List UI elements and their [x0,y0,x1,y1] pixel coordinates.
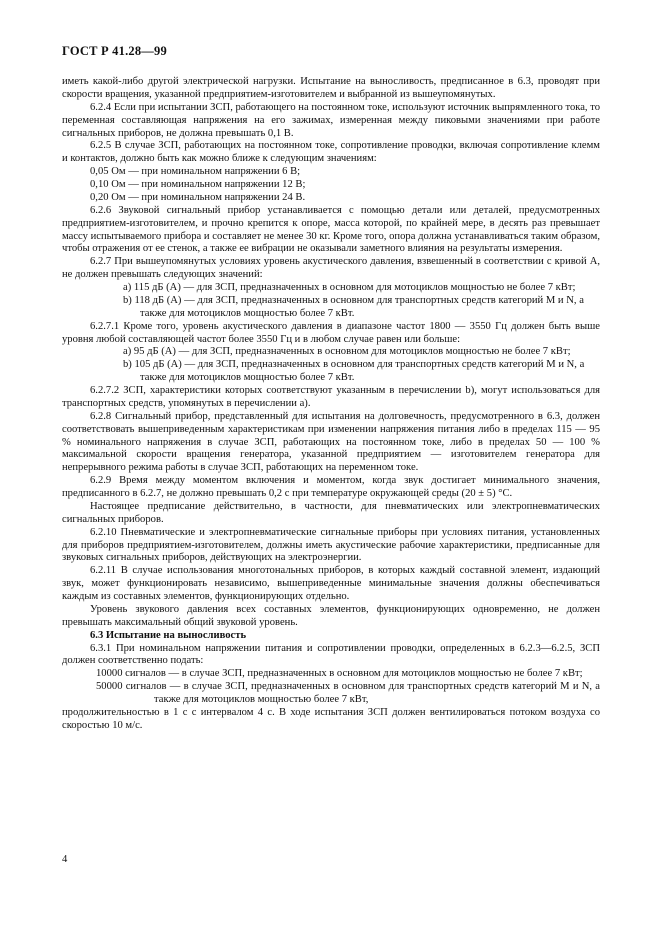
document-header: ГОСТ Р 41.28—99 [62,44,167,58]
paragraph: иметь какой-либо другой электрической нагрузки. Испытание на выносливость, предписанное в 6.3, проводят при скорости вращения, указанной предприятием-изготовителем и выбранной из вышеупомянутых. [62,76,600,100]
value-line: 0,10 Ом — при номинальном напряжении 12 В; [90,179,306,190]
paragraph: 6.2.4 Если при испытании ЗСП, работающего на постоянном токе, используют источник выпрямленного тока, то переменная составляющая напряжения на его зажимах, измеренная между пиковыми значениями при работе сигнальных приборов, не должна превышать 0,1 В. [62,101,601,139]
paragraph: Уровень звукового давления всех составных элементов, функционирующих одновременно, не должен превышать максимальный общий звуковой уровень. [62,603,600,628]
paragraph: 6.3.1 При номинальном напряжении питания и сопротивлении проводки, определенных в 6.2.3—6.2.5, ЗСП должен соответственно подать: [62,642,600,667]
paragraph: 6.2.11 В случае использования многотональных приборов, в которых каждый составной элемент, издающий звук, может функционировать независимо, вышеприведенные минимальные значения должны обеспечиваться каждым из составных элементов, функционирующих отдельно. [62,565,600,602]
document-body [62,76,600,733]
paragraph: Настоящее предписание действительно, в частности, для пневматических или электропневматических сигнальных приборов. [62,500,600,525]
paragraph: 6.2.10 Пневматические и электропневматические сигнальные приборы при условиях питания, установленных для приборов предприятием-изготовителем, должны иметь акустические рабочие характеристики, предписанные для звуковых сигнальных приборов, действующих на электроэнергии. [62,526,600,564]
paragraph: 6.2.7 При вышеупомянутых условиях уровень акустического давления, взвешенный в соответствии с кривой А, не должен превышать следующих значений: [62,256,600,281]
paragraph: 6.2.8 Сигнальный прибор, представленный для испытания на долговечность, предусмотренного в 6.3, должен соответствовать вышеприведенным характеристикам при изменении напряжения питания либо в пределах 115 — 95 % номинального напряжения в случае ЗСП, работающих на постоянном токе, либо в пределах 50 — 100 % максимальной скорости вращения генератора, указанной предприятием — изготовителем генератора для непрерывного режима работы в случае ЗСП, работающих на переменном токе. [62,410,600,474]
list-item: b) 105 дБ (А) — для ЗСП, предназначенных в основном для транспортных средств категорий М и N, а также для мотоциклов мощностью более 7 кВт. [123,359,585,384]
page-number: 4 [62,854,68,865]
paragraph: 6.2.5 В случае ЗСП, работающих на постоянном токе, сопротивление проводки, включая сопротивление клемм и контактов, должно быть как можно ближе к следующим значениям: [62,140,600,165]
list-item: b) 118 дБ (А) — для ЗСП, предназначенных в основном для транспортных средств категорий М и N, а также для мотоциклов мощностью более 7 кВт. [123,294,584,319]
value-line: 0,05 Ом — при номинальном напряжении 6 В; [90,166,301,178]
paragraph: 6.2.6 Звуковой сигнальный прибор устанавливается с помощью детали или деталей, предусмотренных предприятием-изготовителем, и прочно крепится к опоре, масса которой, по крайней мере, в десять раз превышает массу испытываемого прибора и составляет не менее 30 кг. Кроме того, опора должна устанавливаться таким образом, чтобы отражения от ее стенок, а также ее вибрации не оказывали заметного влияния на результаты измерения. [62,204,600,255]
list-item: а) 115 дБ (А) — для ЗСП, предназначенных в основном для мотоциклов мощностью не более 7 кВт; [123,282,576,293]
value-line: 0,20 Ом — при номинальном напряжении 24 В. [90,191,306,203]
paragraph: продолжительностью в 1 с с интервалом 4 с. В ходе испытания ЗСП должен вентилироваться потоком воздуха со скоростью 10 м/с. [62,706,600,731]
list-item: а) 95 дБ (А) — для ЗСП, предназначенных в основном для мотоциклов мощностью не более 7 кВт; [123,346,571,358]
paragraph: 6.2.7.2 ЗСП, характеристики которых соответствуют указанным в перечислении b), могут использоваться для транспортных средств, упомянутых в перечислении а). [62,385,600,409]
count-item: 50000 сигналов — в случае ЗСП, предназначенных в основном для транспортных средств категорий М и N, а также для мотоциклов мощностью более 7 кВт, [96,681,600,705]
count-item: 10000 сигналов — в случае ЗСП, предназначенных в основном для мотоциклов мощностью не более 7 кВт; [96,668,583,680]
section-heading: 6.3 Испытание на выносливость [90,629,247,641]
paragraph: 6.2.7.1 Кроме того, уровень акустического давления в диапазоне частот 1800 — 3550 Гц должен быть выше уровня любой составляющей частот более 3550 Гц и в любом случае равен или больше: [62,320,600,345]
paragraph: 6.2.9 Время между моментом включения и моментом, когда звук достигает минимального значения, предписанного в 6.2.7, не должно превышать 0,2 с при температуре окружающей среды (20 ± 5) °С. [62,475,600,499]
